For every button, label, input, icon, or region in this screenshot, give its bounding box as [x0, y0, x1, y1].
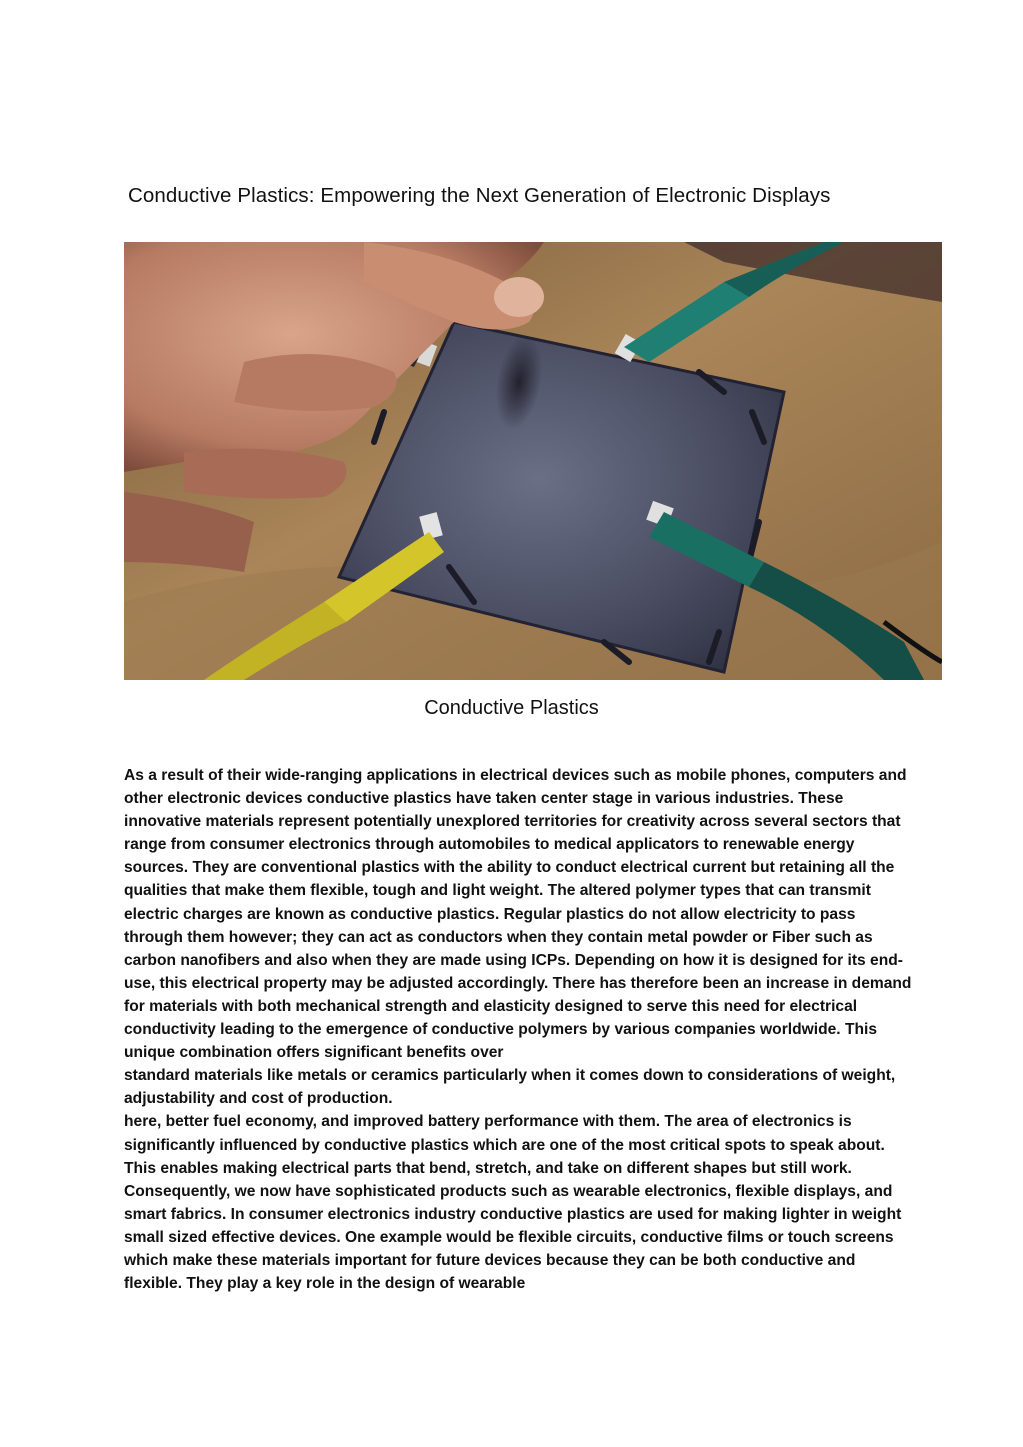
paragraph: here, better fuel economy, and improved battery performance with them. The area of electronics is significantly influenced by conductive plastics which are one of the most critical spots to speak about. This enables making electrical parts that bend, stretch, and take on different shapes but still work. Consequently, we now have sophisticated products such as wearable electronics, flexible displays, and smart fabrics. In consumer electronics industry conductive plastics are used for making lighter in weight small sized effective devices. One example would be flexible circuits, conductive films or touch screens which make these materials important for future devices because they can be both conductive and flexible. They play a key role in the design of wearable [124, 1113, 902, 1293]
body-text [124, 764, 914, 1295]
conductive-plastic-photo [124, 242, 942, 680]
document-title: Conductive Plastics: Empowering the Next Generation of Electronic Displays [128, 184, 831, 207]
figure-caption: Conductive Plastics [424, 697, 599, 719]
paragraph: standard materials like metals or ceramics particularly when it comes down to considerations of weight, adjustability and cost of production. [124, 1067, 896, 1108]
paragraph: As a result of their wide-ranging applications in electrical devices such as mobile phones, computers and other electronic devices conductive plastics have taken center stage in various industries. These innovative materials represent potentially unexplored territories for creativity across several sectors that range from consumer electronics through automobiles to medical applicators to renewable energy sources. They are conventional plastics with the ability to conduct electrical current but retaining all the qualities that make them flexible, tough and light weight. The altered polymer types that can transmit electric charges are known as conductive plastics. Regular plastics do not allow electricity to pass through them however; they can act as conductors when they contain metal powder or Fiber such as carbon nanofibers and also when they are made using ICPs. Depending on how it is designed for its end-use, this electrical property may be adjusted accordingly. There has therefore been an increase in demand for materials with both mechanical strength and elasticity designed to serve this need for electrical conductivity leading to the emergence of conductive polymers by various companies worldwide. This unique combination offers significant benefits over [124, 767, 912, 1062]
